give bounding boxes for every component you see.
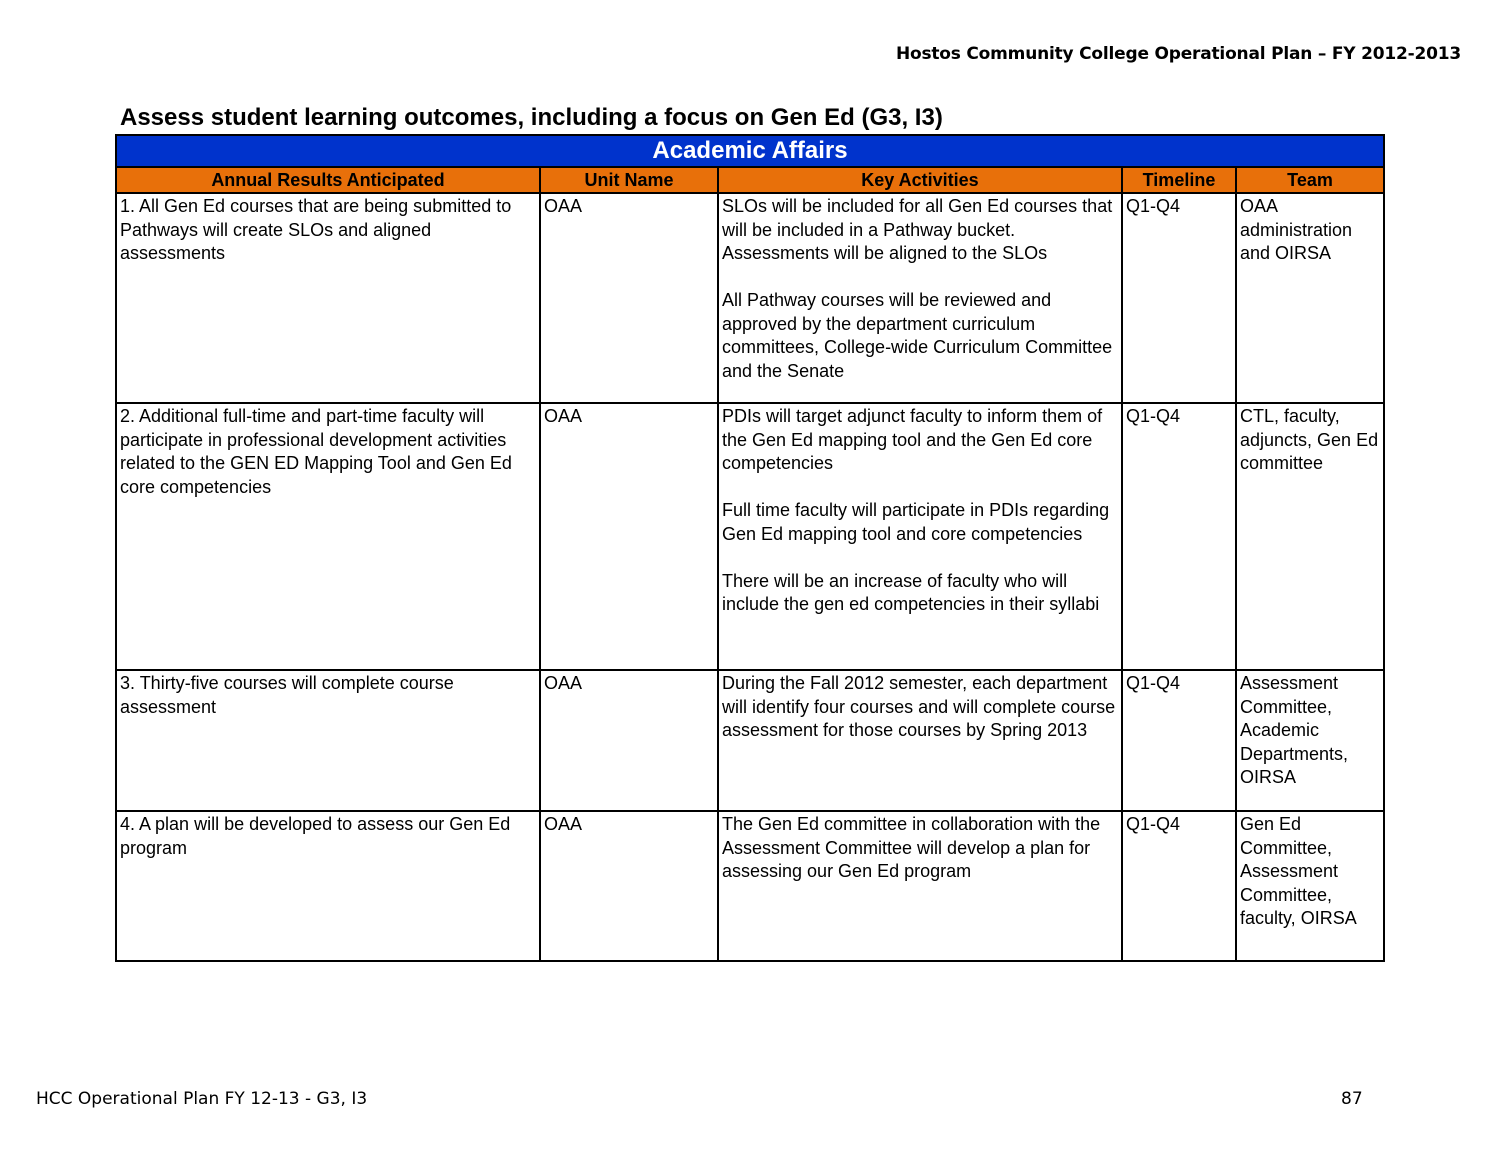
timeline-cell: Q1-Q4 xyxy=(1122,403,1236,670)
activities-cell xyxy=(718,811,1122,961)
page-number: 87 xyxy=(1341,1089,1363,1109)
result-cell: 4. A plan will be developed to assess our Gen Ed program xyxy=(116,811,540,961)
activity-paragraph: There will be an increase of faculty who will include the gen ed competencies in their syllabi xyxy=(722,570,1100,614)
activity-paragraph: Full time faculty will participate in PDIs regarding Gen Ed mapping tool and core competencies xyxy=(722,500,1110,544)
team-cell: Assessment Committee, Academic Departments, OIRSA xyxy=(1236,670,1384,811)
table-header-row xyxy=(116,167,1384,193)
result-cell: 1. All Gen Ed courses that are being submitted to Pathways will create SLOs and aligned assessments xyxy=(116,193,540,403)
result-cell: 3. Thirty-five courses will complete course assessment xyxy=(116,670,540,811)
activities-cell xyxy=(718,403,1122,670)
unit-cell: OAA xyxy=(540,670,718,811)
table-row xyxy=(116,193,1384,403)
activity-paragraph: During the Fall 2012 semester, each department will identify four courses and will complete course assessment for those courses by Spring 2013 xyxy=(722,673,1116,740)
team-cell: Gen Ed Committee, Assessment Committee, faculty, OIRSA xyxy=(1236,811,1384,961)
timeline-cell: Q1-Q4 xyxy=(1122,811,1236,961)
column-header-activities: Key Activities xyxy=(718,167,1122,193)
team-cell: OAA administration and OIRSA xyxy=(1236,193,1384,403)
activity-paragraph: SLOs will be included for all Gen Ed courses that will be included in a Pathway bucket. Assessments will be aligned to the SLOs xyxy=(722,196,1113,263)
activity-paragraph: PDIs will target adjunct faculty to inform them of the Gen Ed mapping tool and the Gen Ed core competencies xyxy=(722,406,1103,473)
activities-cell xyxy=(718,670,1122,811)
activity-paragraph: All Pathway courses will be reviewed and approved by the department curriculum committees, College-wide Curriculum Committee and the Senate xyxy=(722,290,1113,381)
table-row xyxy=(116,811,1384,961)
result-cell: 2. Additional full-time and part-time faculty will participate in professional development activities related to the GEN ED Mapping Tool and Gen Ed core competencies xyxy=(116,403,540,670)
column-header-unit: Unit Name xyxy=(540,167,718,193)
unit-cell: OAA xyxy=(540,403,718,670)
operational-plan-table xyxy=(115,134,1385,962)
table-row xyxy=(116,403,1384,670)
section-title: Assess student learning outcomes, including a focus on Gen Ed (G3, I3) xyxy=(120,104,943,131)
activity-paragraph: The Gen Ed committee in collaboration with the Assessment Committee will develop a plan for assessing our Gen Ed program xyxy=(722,814,1101,881)
activities-cell xyxy=(718,193,1122,403)
footer-label: HCC Operational Plan FY 12-13 - G3, I3 xyxy=(36,1089,368,1109)
column-header-results: Annual Results Anticipated xyxy=(116,167,540,193)
table-banner: Academic Affairs xyxy=(116,135,1384,167)
column-header-timeline: Timeline xyxy=(1122,167,1236,193)
unit-cell: OAA xyxy=(540,811,718,961)
table-row xyxy=(116,670,1384,811)
team-cell: CTL, faculty, adjuncts, Gen Ed committee xyxy=(1236,403,1384,670)
timeline-cell: Q1-Q4 xyxy=(1122,193,1236,403)
timeline-cell: Q1-Q4 xyxy=(1122,670,1236,811)
unit-cell: OAA xyxy=(540,193,718,403)
page-header: Hostos Community College Operational Plan – FY 2012-2013 xyxy=(895,44,1461,64)
column-header-team: Team xyxy=(1236,167,1384,193)
